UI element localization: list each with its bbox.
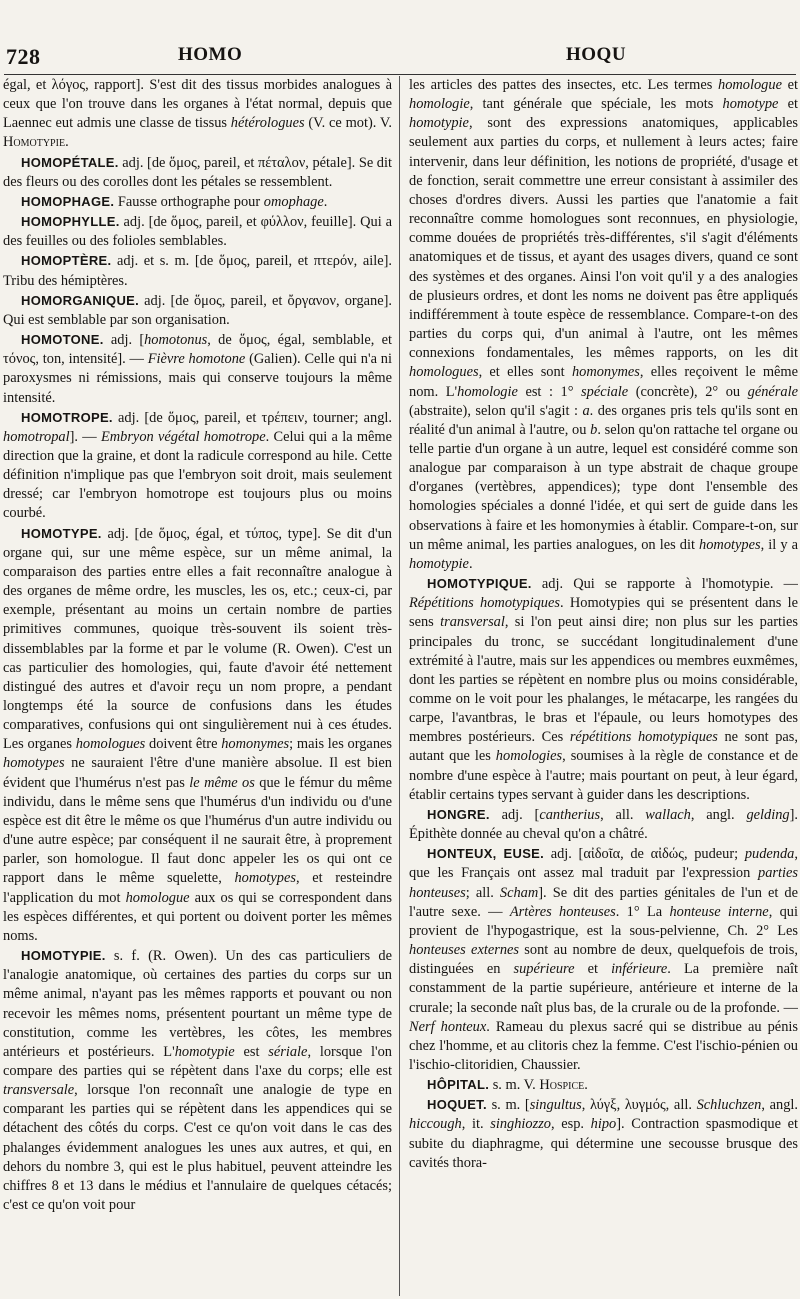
italic-text: homotypes xyxy=(3,755,65,772)
dictionary-entry xyxy=(3,291,392,330)
entry-text: adj. [ xyxy=(489,806,540,823)
italic-text: homotypie xyxy=(409,115,469,132)
entry-text: . xyxy=(584,1077,588,1094)
entry-text: s. m. V. xyxy=(489,1077,540,1094)
italic-text: Répétitions homotypiques xyxy=(409,595,560,612)
dictionary-entry xyxy=(3,408,392,524)
entry-text: . selon qu'on rattache tel organe ou telle partie d'un organe à un autre, lequel est considéré comme son analogue par comparaison à un type abstrait de chaque groupe d'organes (vertèbres, appendices); type dont l'ensemble des homologies spéciales a donné l'idée, et qui sert de guide dans les observations à faire et les homonymies à établir. Compare-t-on, sur un même animal, les parties analogues, on les dit xyxy=(409,421,798,553)
entry-text: ]. Contraction spasmodique et subite du diaphragme, qui détermine une secousse brusque des cavités thora- xyxy=(409,1116,798,1171)
entry-text: , esp. xyxy=(551,1116,591,1133)
entry-text: (concrète), 2° ou xyxy=(628,383,748,400)
italic-text: b xyxy=(590,421,598,438)
headword: HOMOPHYLLE. xyxy=(21,214,120,230)
entry-text: , angl. xyxy=(761,1097,798,1114)
entry-text: , elles reçoivent le même nom. L' xyxy=(409,364,798,400)
entry-text: adj. [de ὅμος, pareil, et φύλλον, feuille]. Qui a des feuilles ou des folioles semblables. xyxy=(3,214,392,250)
dictionary-entry xyxy=(409,805,798,844)
dictionary-entry xyxy=(3,330,392,408)
cross-reference: Hospice xyxy=(539,1077,585,1094)
italic-text: singhiozzo xyxy=(490,1116,551,1133)
headword: HOMORGANIQUE. xyxy=(21,292,140,308)
entry-text: aux os qui se correspondent dans les espèces différentes, et qui portent ou doivent porter les mêmes noms. xyxy=(3,889,392,944)
italic-text: gelding xyxy=(746,806,790,823)
entry-text: , it. xyxy=(461,1116,491,1133)
dictionary-entry xyxy=(3,524,392,946)
column-divider xyxy=(399,76,400,1296)
dictionary-entry xyxy=(3,153,392,192)
italic-text: cantherius xyxy=(539,806,601,823)
headword: HONGRE. xyxy=(427,806,490,822)
page-number: 728 xyxy=(6,44,41,69)
dictionary-entry xyxy=(3,192,392,212)
italic-text: répétitions homotypiques xyxy=(569,729,718,746)
entry-text: . xyxy=(323,193,328,210)
entry-text: égal, et λόγος, rapport]. S'est dit des tissus morbides analogues à ceux que l'on trouve dans les organes à l'état normal, depuis que Laennec eut admis une classe de tissus xyxy=(3,77,392,132)
headword: HOQUET. xyxy=(427,1097,487,1113)
entry-text: , et resteindre l'application du mot xyxy=(3,870,392,906)
italic-text: pudenda xyxy=(744,846,795,863)
entry-text: . Homotypies qui se présentent dans le sens xyxy=(409,595,798,631)
dictionary-entry xyxy=(409,844,798,1075)
italic-text: honteuse interne xyxy=(669,903,769,920)
left-column xyxy=(3,76,392,1296)
entry-text: sont au nombre de deux, quelquefois de trois, distinguées en xyxy=(409,942,798,978)
entry-text: adj. [ xyxy=(103,332,145,349)
entry-text: , que les Français ont assez mal traduit par l'expression xyxy=(409,846,798,882)
entry-text: . Celui qui a la même direction que la graine, et dont la radicule correspond au hile. Cette définition n'implique pas que l'embryon soit droit, mais seulement dressé; car l'embryon homotrope est toujours plus ou moins courbé. xyxy=(3,428,392,522)
italic-text: homologie xyxy=(457,383,518,400)
italic-text: hiccough xyxy=(409,1116,462,1133)
entry-text: , de ὅμος, égal, semblable, et τόνος, ton, intensité]. — xyxy=(3,332,392,368)
italic-text: homologues xyxy=(75,736,146,753)
italic-text: parties honteuses xyxy=(409,865,798,901)
left-running-head: HOMO xyxy=(178,44,243,65)
entry-text: . xyxy=(65,134,69,151)
italic-text: inférieure xyxy=(611,961,668,978)
italic-text: wallach xyxy=(645,806,691,823)
entry-text: adj. Qui se rapporte à l'homotypie. — xyxy=(531,576,798,593)
entry-continuation xyxy=(3,76,392,153)
entry-text: adj. [de ὅμος, pareil, et ὄργανον, organe]. Qui est semblable par son organisation. xyxy=(3,292,392,328)
italic-text: Embryon végétal homotrope xyxy=(100,428,266,445)
entry-text: s. f. (R. Owen). Un des cas particuliers de l'analogie anatomique, où certaines des parties du corps sur un même animal, n'ayant pas les mêmes rapports et pouvant ou non recevoir les mêmes noms, présentent pourtant un même type de constitution, comme les vertèbres, les côtes, les membres antérieurs et postérieurs. L' xyxy=(3,948,392,1060)
entry-text: . La première naît constamment de la partie supérieure, antérieure et interne de la crurale; la seconde naît plus bas, de la crurale ou de la profonde. — xyxy=(409,961,798,1016)
dictionary-entry xyxy=(3,946,392,1215)
entry-text: ne sont pas, autant que les xyxy=(409,729,798,765)
dictionary-entry xyxy=(409,1075,798,1095)
italic-text: homonymes xyxy=(221,736,290,753)
entry-text: et xyxy=(778,96,798,113)
italic-text: sériale xyxy=(268,1043,308,1060)
italic-text: homologies xyxy=(495,748,563,765)
italic-text: homotonus xyxy=(144,332,208,349)
entry-text: Fausse orthographe pour xyxy=(114,193,264,210)
italic-text: générale xyxy=(747,383,798,400)
entry-text: ]. — xyxy=(69,428,101,445)
entry-text: ]. Se dit des parties génitales de l'un et de l'autre sexe. — xyxy=(409,884,798,920)
entry-text: ]. Épithète donnée au cheval qu'on a châtré. xyxy=(409,806,798,843)
entry-text: que le fémur du même individu, dans le même sens que l'humérus d'un individu ou d'une espèce est dit être le même os que l'humérus d'un autre individu ou d'une autre espèce; par conséquent il ne saurait être, à proprement parler, son homologue. Il faut donc appeler les os qui ont ce rapport dans le même squelette, xyxy=(3,774,392,887)
entry-text: , si l'on peut ainsi dire; non plus sur les parties principales du tronc, se succédant longitudinalement d'une extrémité à l'autre, mais sur les appendices ou membres euxmêmes, dont les parties se répètent en nombre plus ou moins considérable, comme on le voit pour les phalanges, le métacarpe, les rangées du carpe, l'avantbras, le bras et l'épaule, ou leurs homotypes des membres postérieurs. Ces xyxy=(409,614,798,746)
italic-text: supérieure xyxy=(513,961,575,978)
italic-text: Fièvre homotone xyxy=(147,351,246,368)
entry-text: , sont des expressions anatomiques, applicables seulement aux parties du corps, et nullement à leurs actes; faire intervenir, dans leur définition, les notions de propriété, d'usage et de fonction, serait commettre une erreur consistant à assimiler des choses d'ordres divers. Aussi les parties que l'anatomie a fait reconnaître comme homologues sont reconnues, en physiologie, comme douées de propriétés très-différentes, s'il s'agit d'éléments anatomiques et de tissus, et ayant des usages divers, quand ce sont des systèmes et des organes. Ainsi l'on voit qu'il y a des analogies de plusieurs ordres, et dont les noms ne doivent pas être appliqués indifféremment à toute espèce de ressemblance. Compare-t-on des parties du corps qui, d'un animal à l'autre, ont les mêmes connexions fondamentales, les mêmes rapports, on les dit xyxy=(409,115,798,362)
headword: HOMOTYPE. xyxy=(21,525,102,541)
dictionary-entry xyxy=(3,251,392,290)
right-running-head: HOQU xyxy=(566,44,627,65)
entry-text: , il y a xyxy=(760,536,798,553)
entry-text: , angl. xyxy=(690,806,747,823)
headword: HOMOPÉTALE. xyxy=(21,154,119,170)
italic-text: hipo xyxy=(590,1116,617,1133)
entry-text: . 1° La xyxy=(615,903,670,920)
entry-text: (abstraite), selon qu'il s'agit : xyxy=(409,402,583,419)
italic-text: omophage xyxy=(263,193,324,210)
dictionary-entry xyxy=(409,574,798,805)
headword: HÔPITAL. xyxy=(427,1077,490,1093)
header-rule xyxy=(4,74,796,75)
entry-text: , all. xyxy=(600,806,646,823)
italic-text: Artères honteuses xyxy=(509,903,616,920)
entry-text: ; mais les organes xyxy=(289,736,392,753)
italic-text: homotype xyxy=(722,96,779,113)
italic-text: le même os xyxy=(189,774,255,791)
entry-text: ; all. xyxy=(465,884,500,901)
italic-text: Schluchzen xyxy=(696,1097,762,1114)
italic-text: transversal xyxy=(440,614,505,631)
headword: HOMOPTÈRE. xyxy=(21,253,112,269)
italic-text: singultus xyxy=(529,1097,582,1114)
entry-text: , λύγξ, λυγμός, all. xyxy=(581,1097,697,1114)
italic-text: homotypie xyxy=(174,1043,235,1060)
entry-text: adj. [de ὅμος, égal, et τύπος, type]. Se dit d'un organe qui, sur une même espèce, sur un même animal, la comparaison des parties entre elles a fait reconnaître analogue à des organes de même ordre, les muscles, les os, etc.; ceux-ci, par exemple, présentant au moins un certain nombre de parties primitives communes, quoique très-souvent ils soient très-dissemblables par la forme et par le volume (R. Owen). C'est un cas particulier des homologies, qui, faute d'avoir été nettement distingué des autres et d'avoir reçu un nom propre, a pendant longtemps été la source de confusions dans les études comparatives, confusions qui ont singulièrement nui à ces études. Les organes xyxy=(3,525,392,753)
italic-text: homotypes xyxy=(699,536,761,553)
entry-text: , soumises à la règle de constance et de nombre d'une espèce à l'autre; mais pourtant on peut, à leur égard, établir certains types servant à guider dans les descriptions. xyxy=(409,748,798,803)
headword: HOMOPHAGE. xyxy=(21,193,115,209)
entry-continuation xyxy=(409,76,798,574)
entry-text: , tant générale que spéciale, les mots xyxy=(469,96,723,113)
entry-text: et xyxy=(781,77,798,93)
italic-text: homologue xyxy=(125,889,190,906)
entry-text: ne sauraient l'être d'une manière absolue. Il est bien évident que l'humérus n'est pas xyxy=(3,755,392,791)
cross-reference: Homotypie xyxy=(3,134,66,151)
italic-text: honteuses externes xyxy=(409,942,519,959)
italic-text: homologues xyxy=(409,364,479,381)
entry-text: adj. [de ὅμος, pareil, et τρέπειν, tourner; angl. xyxy=(112,409,392,426)
entry-text: (Galien). Celle qui n'a ni paroxysmes ni rémissions, mais qui conserve toujours la même intensité. xyxy=(3,351,392,406)
italic-text: Nerf honteux xyxy=(409,1018,487,1035)
entry-text: (V. ce mot). V. xyxy=(304,115,392,132)
entry-text: , qui provient de l'hypogastrique, est la sous-pelvienne, Ch. 2° Les xyxy=(409,903,798,939)
dictionary-entry xyxy=(3,212,392,251)
entry-text: , lorsque l'on reconnaît une analogie de type en comparant les parties qui se répètent dans les appendices qui se détachent des côtés du corps. C'est ce qu'on voit dans le cas des phalanges évidemment analogues les unes aux autres, et qui, en dehors du nombre 3, qui est le plus habituel, peuvent atteindre les chiffres 8 et 13 dans le médius et l'annulaire de quelques cétacés; c'est ce qu'on voit pour xyxy=(3,1082,392,1214)
italic-text: a xyxy=(582,402,590,419)
italic-text: homologue xyxy=(718,77,782,93)
entry-text: adj. [αἰδοῖα, de αἰδώς, pudeur; xyxy=(544,846,745,863)
headword: HONTEUX, EUSE. xyxy=(427,846,545,862)
dictionary-entry xyxy=(409,1095,798,1173)
italic-text: homotropal xyxy=(3,428,70,445)
headword: HOMOTONE. xyxy=(21,332,104,348)
entry-text: , et elles sont xyxy=(478,364,572,381)
italic-text: hétérologues xyxy=(230,115,305,132)
right-column xyxy=(409,76,798,1296)
italic-text: homologie xyxy=(409,96,470,113)
headword: HOMOTYPIQUE. xyxy=(427,576,532,592)
entry-text: . xyxy=(468,555,473,572)
entry-text: est : 1° xyxy=(517,383,582,400)
entry-text: adj. et s. m. [de ὅμος, pareil, et πτερόν, aile]. Tribu des hémiptères. xyxy=(3,253,392,289)
headword: HOMOTYPIE. xyxy=(21,948,106,964)
entry-text: les articles des pattes des insectes, etc. Les termes xyxy=(409,77,718,93)
italic-text: homonymes xyxy=(571,364,640,381)
entry-text: . Rameau du plexus sacré qui se distribue au pénis chez l'homme, et au clitoris chez la femme. C'est l'ischio-pénien ou l'ischio-clitoridien, Chaussier. xyxy=(409,1018,798,1073)
entry-text: adj. [de ὅμος, pareil, et πέταλον, pétale]. Se dit des fleurs ou des corolles dont les pétales se ressemblent. xyxy=(3,154,392,190)
entry-text: . des organes pris tels qu'ils sont en réalité d'un animal à l'autre, ou xyxy=(409,402,798,438)
italic-text: transversale xyxy=(3,1082,75,1099)
italic-text: homotypie xyxy=(409,555,469,572)
italic-text: spéciale xyxy=(581,383,629,400)
entry-text: est xyxy=(234,1043,269,1060)
entry-text: s. m. [ xyxy=(486,1097,530,1114)
italic-text: homotypes xyxy=(234,870,296,887)
entry-text: et xyxy=(574,961,612,978)
italic-text: Scham xyxy=(499,884,539,901)
headword: HOMOTROPE. xyxy=(21,409,113,425)
entry-text: , lorsque l'on compare des parties qui se répètent dans l'axe du corps; elle est xyxy=(3,1043,392,1079)
entry-text: doivent être xyxy=(145,736,222,753)
